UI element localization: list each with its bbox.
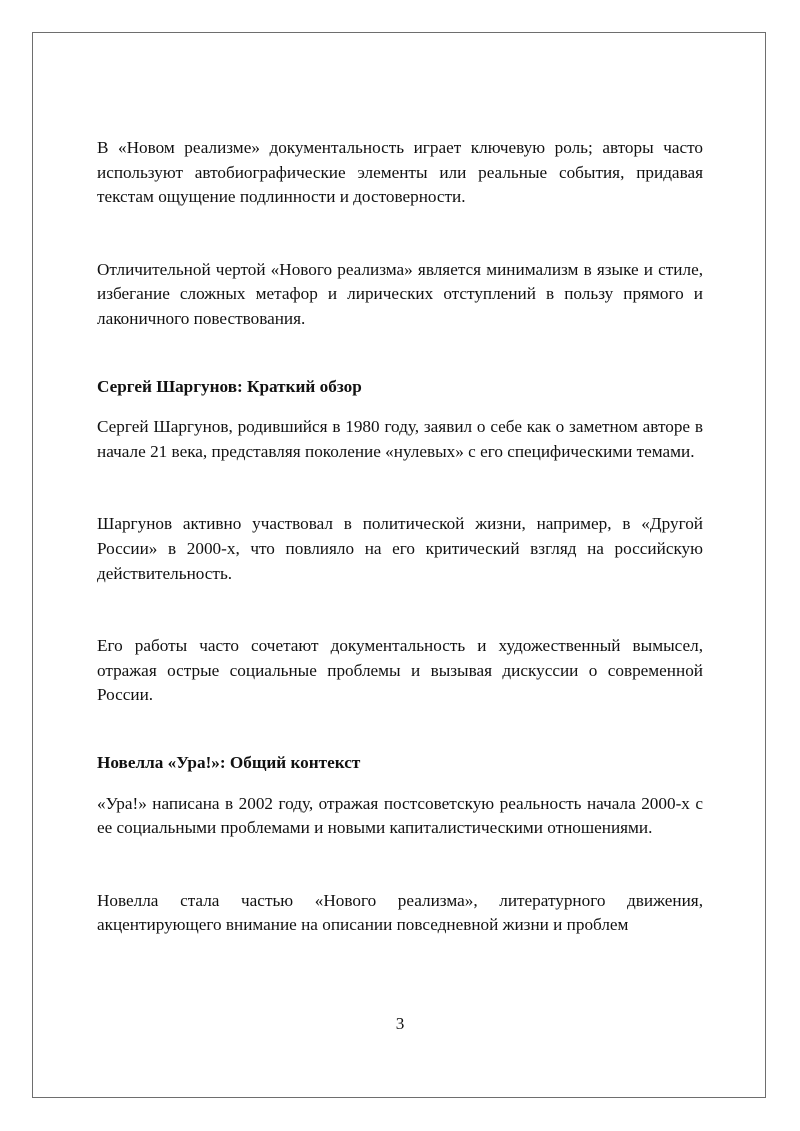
paragraph-shargunov-politics: Шаргунов активно участвовал в политической жизни, например, в «Другой России» в 2000-х, что повлияло на его критический взгляд на российскую действительность. xyxy=(97,514,703,583)
page-number: 3 xyxy=(395,1014,405,1033)
paragraph-shargunov-born: Сергей Шаргунов, родившийся в 1980 году, заявил о себе как о заметном авторе в начале 21 века, представляя поколение «нулевых» с его специфическими темами. xyxy=(97,417,703,461)
paragraph-ura-new-realism: Новелла стала частью «Нового реализма», литературного движения, акцентирующего внимание на описании повседневной жизни и проблем xyxy=(97,890,703,935)
paragraph-shargunov-works: Его работы часто сочетают документальность и художественный вымысел, отражая острые социальные проблемы и вызывая дискуссии о современной России. xyxy=(97,636,703,705)
heading-shargunov-overview: Сергей Шаргунов: Краткий обзор xyxy=(97,376,362,396)
paragraph-ura-written: «Ура!» написана в 2002 году, отражая постсоветскую реальность начала 2000-х с ее социальными проблемами и новыми капиталистическими отношениями. xyxy=(97,793,703,838)
heading-novella-context: Новелла «Ура!»: Общий контекст xyxy=(97,752,361,772)
document-body xyxy=(97,136,703,938)
paragraph-minimalism: Отличительной чертой «Нового реализма» является минимализм в языке и стиле, избегание сложных метафор и лирических отступлений в пользу прямого и лаконичного повествования. xyxy=(97,259,703,328)
paragraph-documentality: В «Новом реализме» документальность играет ключевую роль; авторы часто используют автобиографические элементы или реальные события, придавая текстам ощущение подлинности и достоверности. xyxy=(97,138,703,207)
